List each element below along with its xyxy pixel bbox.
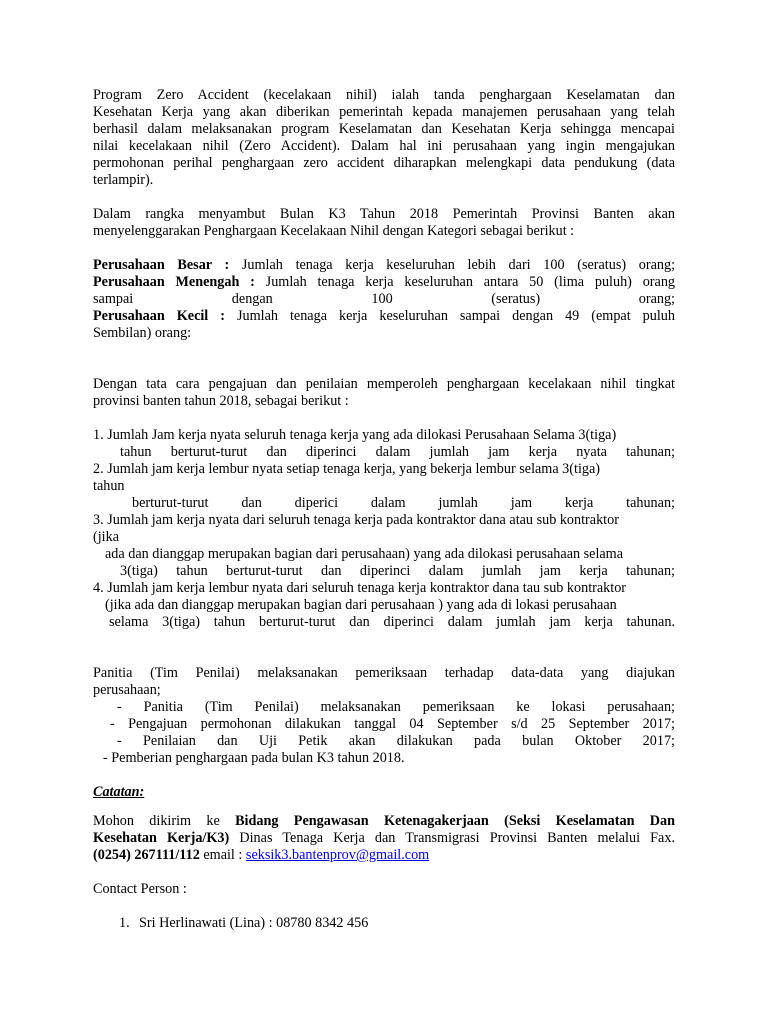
intro-line-4: nilai kecelakaan nihil (Zero Accident). Dalam hal ini perusahaan yang ingin mengajukan [93,138,675,154]
catatan-line-1 [93,813,675,830]
item-2-line-1: 2. Jumlah jam kerja lembur nyata setiap tenaga kerja, yang bekerja lembur selama 3(tiga) [93,461,601,477]
kategori-menengah-text: Jumlah tenaga kerja keseluruhan antara 50 (lima puluh) orang [254,274,676,290]
panitia-line-1: Panitia (Tim Penilai) melaksanakan pemeriksaan terhadap data-data yang diajukan [93,665,675,681]
catatan-heading: Catatan: [93,784,145,800]
tatacara-line-2: provinsi banten tahun 2018, sebagai berikut : [93,393,349,409]
email-link[interactable]: seksik3.bantenprov@gmail.com [245,847,430,863]
intro-line-1: Program Zero Accident (kecelakaan nihil) ialah tanda penghargaan Keselamatan dan [93,87,675,103]
item-2-line-2: tahun [93,478,125,494]
contact-1-text: Sri Herlinawati (Lina) : 08780 8342 456 [139,915,369,931]
item-3-line-2: (jika [93,529,119,545]
kategori-menengah [93,274,675,291]
catatan-line-2 [93,830,675,847]
item-3-line-3: ada dan dianggap merupakan bagian dari perusahaan) yang ada dilokasi perusahaan selama [105,546,624,562]
intro-line-2: Kesehatan Kerja yang akan diberikan pemerintah kepada manajemen perusahaan yang telah [93,104,675,120]
item-4-line-1: 4. Jumlah jam kerja lembur nyata dari seluruh tenaga kerja kontraktor dana tau sub kontraktor [93,580,627,596]
email-label: email : [199,847,246,863]
panitia-line-2: perusahaan; [93,682,161,698]
contact-title: Contact Person : [93,881,187,897]
catatan-bidang: Bidang Pengawasan Ketenagakerjaan (Seksi Keselamatan Dan [235,813,676,829]
kategori-besar-text: Jumlah tenaga kerja keseluruhan lebih dari 100 (seratus) orang; [229,257,676,273]
catatan-line-3 [93,847,675,864]
kategori-besar-label: Perusahaan Besar : [93,257,230,273]
contact-1-number: 1. [119,915,130,931]
kategori-kecil [93,308,675,325]
item-4-line-2: (jika ada dan dianggap merupakan bagian dari perusahaan ) yang ada di lokasi perusahaan [105,597,617,613]
item-1-line-2: tahun berturut-turut dan diperinci dalam jumlah jam kerja nyata tahunan; [120,444,675,460]
bulan-line-1: Dalam rangka menyambut Bulan K3 Tahun 2018 Pemerintah Provinsi Banten akan [93,206,675,222]
tatacara-line-1: Dengan tata cara pengajuan dan penilaian memperoleh penghargaan kecelakaan nihil tingkat [93,376,675,392]
item-2-line-3: berturut-turut dan diperici dalam jumlah jam kerja tahunan; [132,495,675,511]
catatan-title [93,784,675,801]
intro-line-6: terlampir). [93,172,154,188]
intro-line-3: berhasil dalam melaksanakan program Keselamatan dan Kesehatan Kerja sehingga mencapai [93,121,675,137]
kategori-besar [93,257,675,274]
kategori-kecil-cont: Sembilan) orang: [93,325,192,341]
item-3-line-4: 3(tiga) tahun berturut-turut dan diperinci dalam jumlah jam kerja tahunan; [120,563,675,579]
catatan-seksi: Kesehatan Kerja/K3) [93,830,230,846]
panitia-bullet-3: - Penilaian dan Uji Petik akan dilakukan pada bulan Oktober 2017; [117,733,675,749]
panitia-bullet-1: - Panitia (Tim Penilai) melaksanakan pemeriksaan ke lokasi perusahaan; [117,699,675,715]
intro-line-5: permohonan perihal penghargaan zero accident diharapkan melengkapi data pendukung (data [93,155,675,171]
bulan-line-2: menyelenggarakan Penghargaan Kecelakaan Nihil dengan Kategori sebagai berikut : [93,223,575,239]
kategori-kecil-text: Jumlah tenaga kerja keseluruhan sampai dengan 49 (empat puluh [224,308,675,324]
panitia-bullet-4: - Pemberian penghargaan pada bulan K3 tahun 2018. [103,750,405,766]
kategori-menengah-label: Perusahaan Menengah : [93,274,255,290]
kategori-menengah-cont: sampai dengan 100 (seratus) orang; [93,291,675,307]
item-1-line-1: 1. Jumlah Jam kerja nyata seluruh tenaga kerja yang ada dilokasi Perusahaan Selama 3(tiga) [93,427,617,443]
fax-number: (0254) 267111/112 [93,847,200,863]
kategori-kecil-label: Perusahaan Kecil : [93,308,225,324]
catatan-prefix: Mohon dikirim ke [93,813,236,829]
item-4-line-3: selama 3(tiga) tahun berturut-turut dan diperinci dalam jumlah jam kerja tahunan. [109,614,675,630]
item-3-line-1: 3. Jumlah jam kerja nyata dari seluruh tenaga kerja pada kontraktor dana atau sub kontraktor [93,512,619,528]
catatan-dinas: Dinas Tenaga Kerja dan Transmigrasi Provinsi Banten melalui Fax. [229,830,675,846]
panitia-bullet-2: - Pengajuan permohonan dilakukan tanggal 04 September s/d 25 September 2017; [110,716,675,732]
